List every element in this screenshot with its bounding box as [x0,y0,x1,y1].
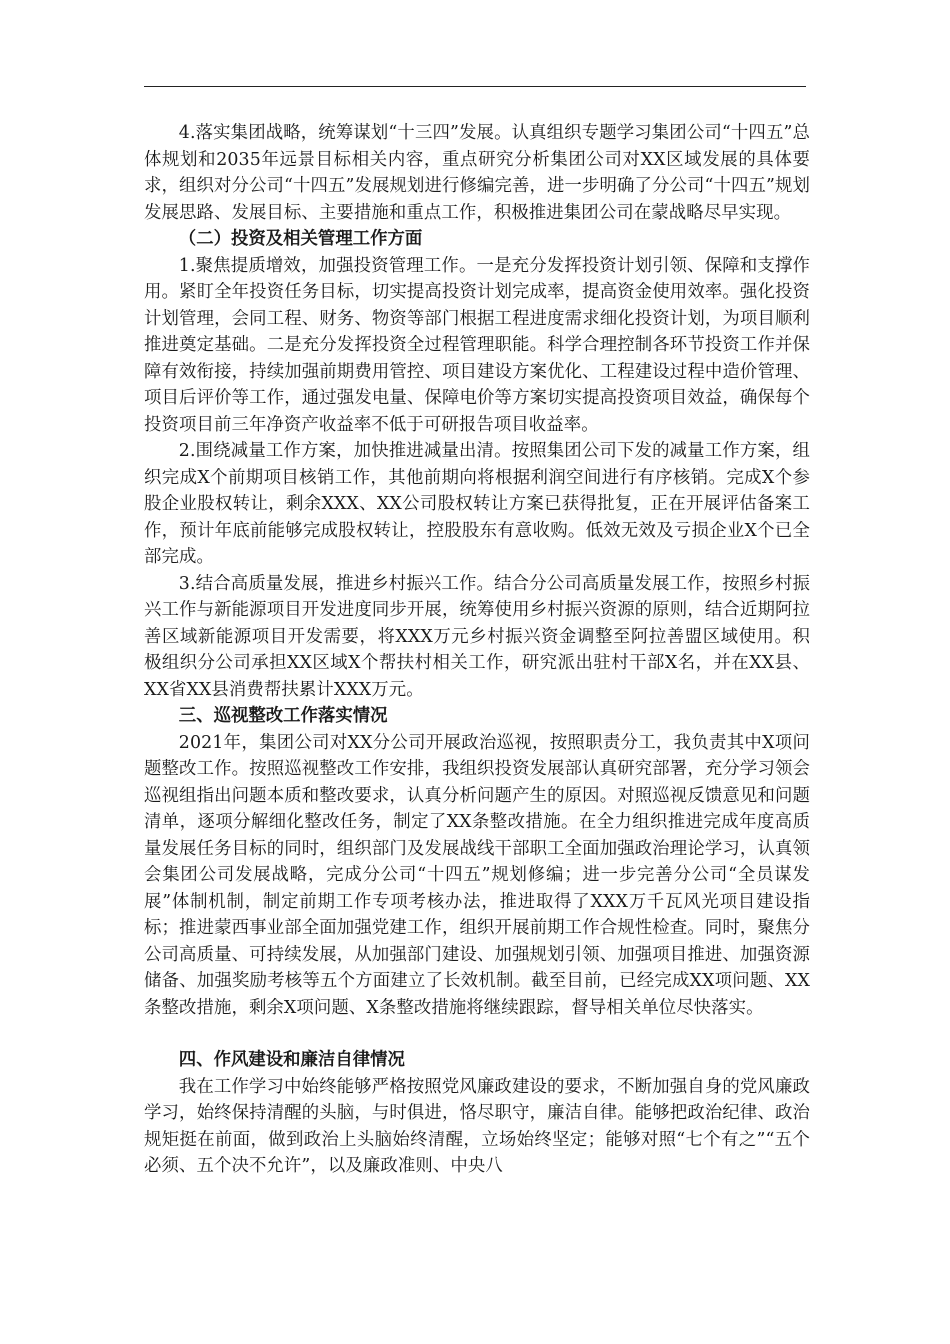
header-rule [144,86,806,87]
paragraph-integrity: 我在工作学习中始终能够严格按照党风廉政建设的要求，不断加强自身的党风廉政学习，始终保持清醒的头脑，与时俱进，恪尽职守，廉洁自律。能够把政治纪律、政治规矩挺在前面，做到政治上头脑始终清醒，立场始终坚定；能够对照“七个有之”“五个必须、五个决不允许”，以及廉政准则、中央八 [144,1076,810,1176]
section-heading-integrity: 四、作风建设和廉洁自律情况 [178,1050,405,1070]
paragraph-inspection-rectification: 2021年，集团公司对XX分公司开展政治巡视，按照职责分工，我负责其中X项问题整改工作。按照巡视整改工作安排，我组织投资发展部认真研究部署，充分学习领会巡视组指出问题本质和整改要求，认真分析问题产生的原因。对照巡视反馈意见和问题清单，逐项分解细化整改任务，制定了XX条整改措施。在全力组织推进完成年度高质量发展任务目标的同时，组织部门及发展战线干部职工全面加强政治理论学习，认真领会集团公司发展战略，完成分公司“十四五”规划修编；进一步完善分公司“全员谋发展”体制机制，制定前期工作专项考核办法，推进取得了XXX万千瓦风光项目建设指标；推进蒙西事业部全面加强党建工作，组织开展前期工作合规性检查。同时，聚焦分公司高质量、可持续发展，从加强部门建设、加强规划引领、加强项目推进、加强资源储备、加强奖励考核等五个方面建立了长效机制。截至目前，已经完成XX项问题、XX条整改措施，剩余X项问题、X条整改措施将继续跟踪，督导相关单位尽快落实。 [144,732,810,1018]
paragraph-reduction: 2.围绕减量工作方案，加快推进减量出清。按照集团公司下发的减量工作方案，组织完成X个前期项目核销工作，其他前期向将根据利润空间进行有序核销。完成X个参股企业股权转让，剩余XXX、XX公司股权转让方案已获得批复，正在开展评估备案工作，预计年底前能够完成股权转让，控股股东有意收购。低效无效及亏损企业X个已全部完成。 [144,441,810,567]
paragraph-strategy: 4.落实集团战略，统筹谋划“十三四”发展。认真组织专题学习集团公司“十四五”总体规划和2035年远景目标相关内容，重点研究分析集团公司对XX区域发展的具体要求，组织对分公司“十四五”发展规划进行修编完善，进一步明确了分公司“十四五”规划发展思路、发展目标、主要措施和重点工作，积极推进集团公司在蒙战略尽早实现。 [144,123,810,223]
section-heading-inspection: 三、巡视整改工作落实情况 [178,706,388,726]
blank-line [144,1021,810,1047]
document-body [144,120,810,1180]
paragraph-investment-management: 1.聚焦提质增效，加强投资管理工作。一是充分发挥投资计划引领、保障和支撑作用。紧盯全年投资任务目标，切实提高投资计划完成率，提高资金使用效率。强化投资计划管理，会同工程、财务、物资等部门根据工程进度需求细化投资计划，为项目顺利推进奠定基础。二是充分发挥投资全过程管理职能。科学合理控制各环节投资工作并保障有效衔接，持续加强前期费用管控、项目建设方案优化、工程建设过程中造价管理、项目后评价等工作，通过强发电量、保障电价等方案切实提高投资项目效益，确保每个投资项目前三年净资产收益率不低于可研报告项目收益率。 [144,255,810,435]
section-heading-investment: （二）投资及相关管理工作方面 [178,229,423,249]
paragraph-rural-revitalization: 3.结合高质量发展，推进乡村振兴工作。结合分公司高质量发展工作，按照乡村振兴工作与新能源项目开发进度同步开展，统筹使用乡村振兴资源的原则，结合近期阿拉善区域新能源项目开发需要，将XXX万元乡村振兴资金调整至阿拉善盟区域使用。积极组织分公司承担XX区域X个帮扶村相关工作，研究派出驻村干部X名，并在XX县、XX省XX县消费帮扶累计XXX万元。 [144,573,810,700]
